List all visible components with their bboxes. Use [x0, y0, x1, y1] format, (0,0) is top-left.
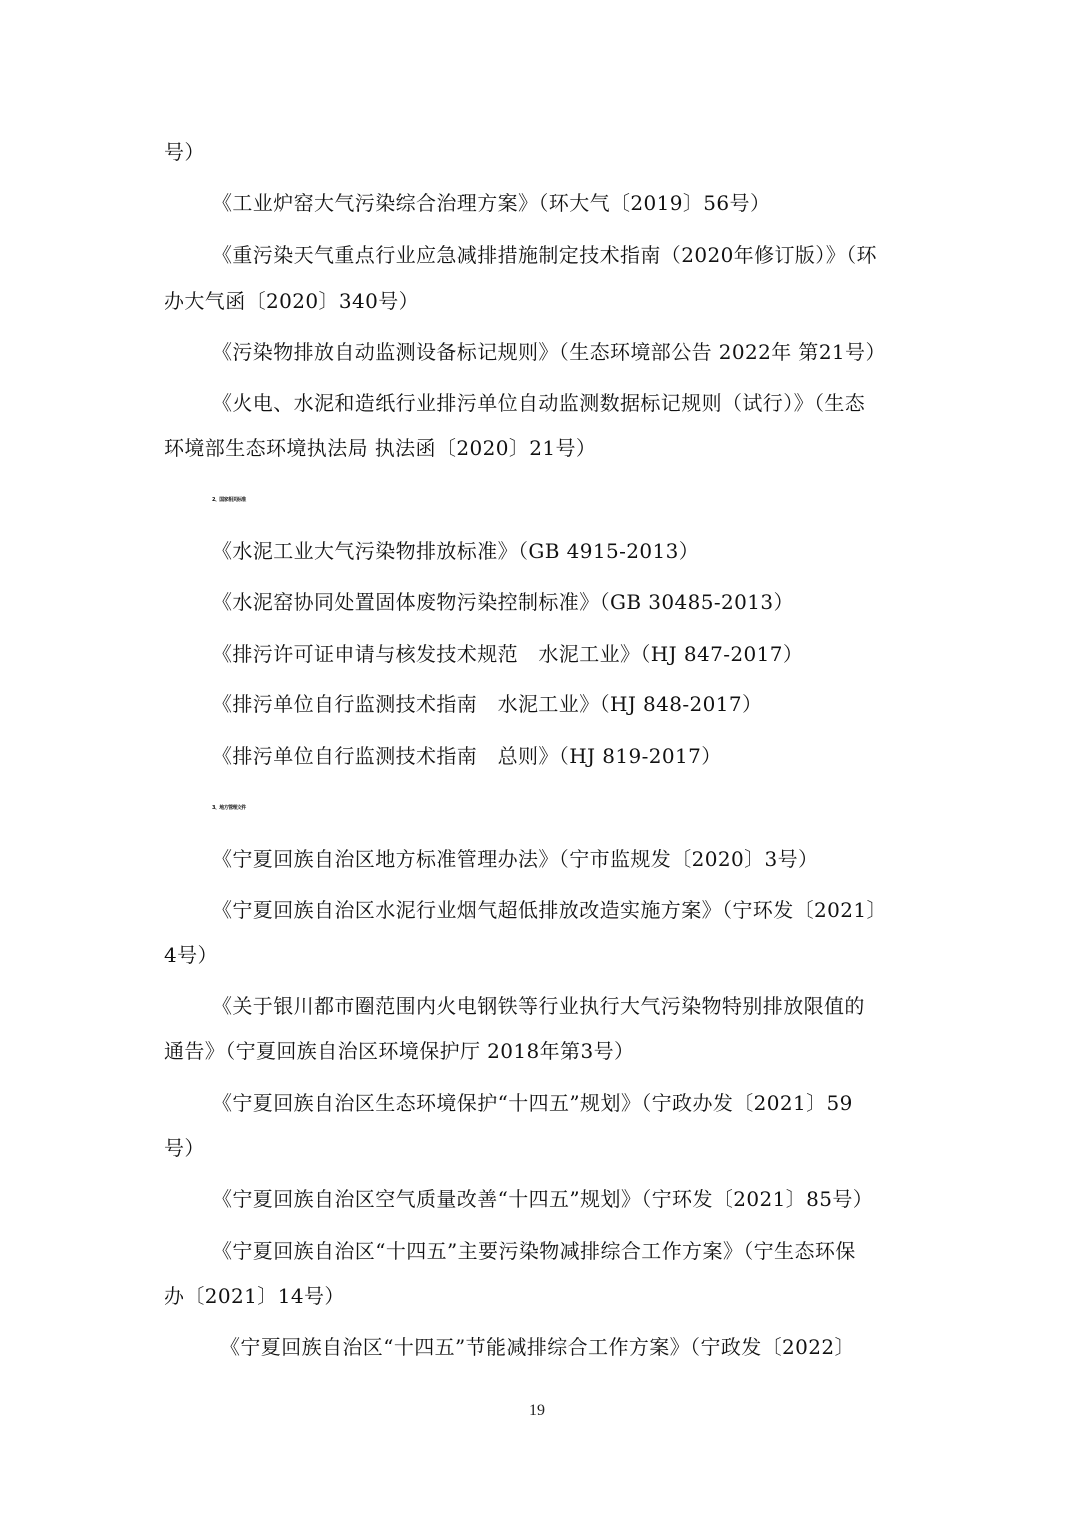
text-line: 《宁夏回族自治区生态环境保护“十四五”规划》（宁政办发〔2021〕59	[212, 1091, 853, 1115]
text-line: 4号）	[164, 943, 218, 967]
text-line: 《水泥工业大气污染物排放标准》（GB 4915-2013）	[212, 539, 700, 563]
text-line: 办大气函〔2020〕340号）	[164, 289, 420, 313]
page-number: 19	[529, 1402, 545, 1419]
text-line: 《关于银川都市圈范围内火电钢铁等行业执行大气污染物特别排放限值的	[212, 994, 865, 1018]
section-heading: 2、国家相关标准	[212, 497, 246, 503]
text-line: 号）	[164, 1136, 205, 1160]
text-line: 环境部生态环境执法局 执法函〔2020〕21号）	[164, 436, 597, 460]
text-line: 《污染物排放自动监测设备标记规则》（生态环境部公告 2022年 第21号）	[212, 340, 886, 364]
text-line: 《宁夏回族自治区“十四五”主要污染物减排综合工作方案》（宁生态环保	[212, 1239, 856, 1263]
text-line: 《水泥窑协同处置固体废物污染控制标准》（GB 30485-2013）	[212, 590, 794, 614]
text-line: 《宁夏回族自治区水泥行业烟气超低排放改造实施方案》（宁环发〔2021〕	[212, 898, 887, 922]
section-heading: 3、地方管理文件	[212, 805, 246, 811]
text-line: 《火电、水泥和造纸行业排污单位自动监测数据标记规则（试行）》（生态	[212, 391, 866, 415]
text-line: 《工业炉窑大气污染综合治理方案》（环大气〔2019〕56号）	[212, 191, 771, 215]
text-line: 《宁夏回族自治区地方标准管理办法》（宁市监规发〔2020〕3号）	[212, 847, 819, 871]
text-line: 《重污染天气重点行业应急减排措施制定技术指南（2020年修订版）》（环	[212, 243, 877, 267]
text-line: 《宁夏回族自治区空气质量改善“十四五”规划》（宁环发〔2021〕85号）	[212, 1187, 874, 1211]
text-line: 《宁夏回族自治区“十四五”节能减排综合工作方案》（宁政发〔2022〕	[220, 1335, 855, 1359]
text-line: 《排污单位自行监测技术指南 水泥工业》（HJ 848-2017）	[212, 692, 763, 716]
text-line: 办〔2021〕14号）	[164, 1284, 345, 1308]
text-line: 号）	[164, 140, 205, 164]
text-line: 《排污单位自行监测技术指南 总则》（HJ 819-2017）	[212, 744, 722, 768]
text-line: 通告》（宁夏回族自治区环境保护厅 2018年第3号）	[164, 1039, 635, 1063]
text-line: 《排污许可证申请与核发技术规范 水泥工业》（HJ 847-2017）	[212, 642, 804, 666]
